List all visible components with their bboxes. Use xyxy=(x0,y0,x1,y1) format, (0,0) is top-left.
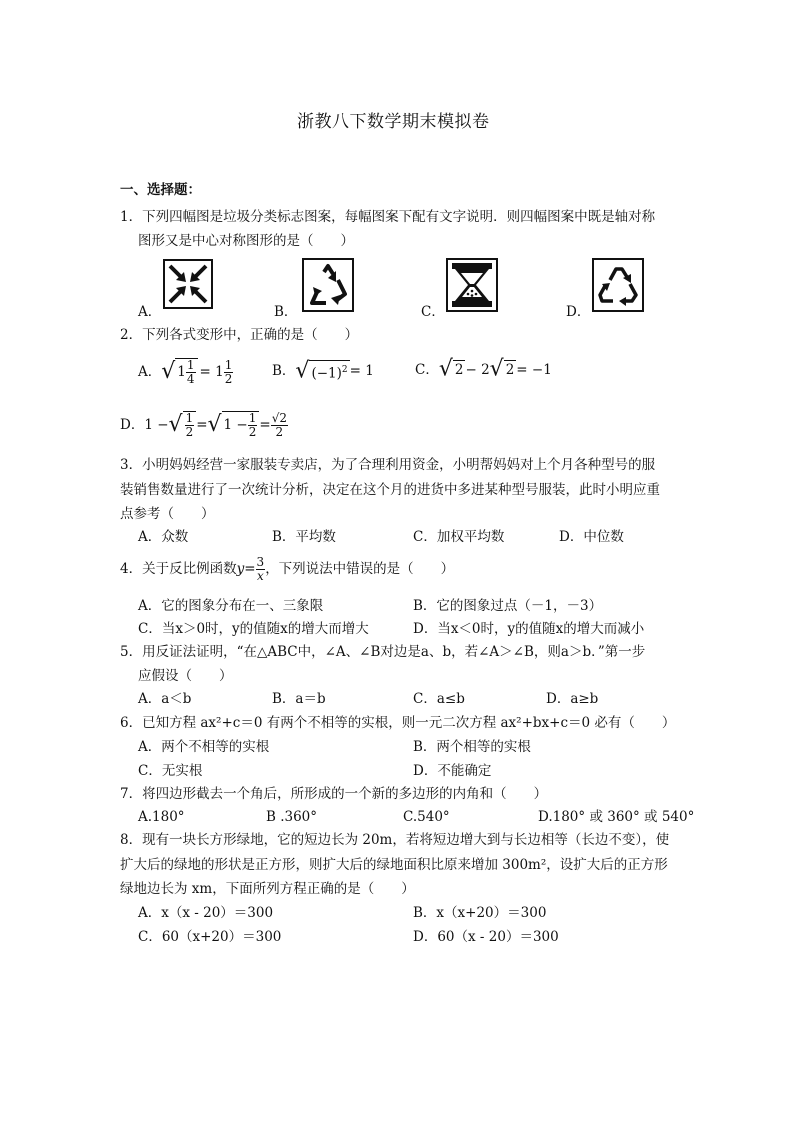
q5-option-c: C．a≤b xyxy=(413,691,465,707)
q8-option-b: B．x（x+20）＝300 xyxy=(413,905,547,921)
radicand: 2 xyxy=(454,362,464,378)
q3-option-d: D．中位数 xyxy=(559,529,624,545)
hourglass-icon xyxy=(446,258,498,312)
q3-option-b: B．平均数 xyxy=(272,529,336,545)
frac-den: 2 xyxy=(275,424,284,439)
q2-option-a xyxy=(138,352,233,392)
q6-option-a: A．两个不相等的实根 xyxy=(138,739,270,755)
q8-line3: 绿地边长为 xm，下面所列方程正确的是（ ） xyxy=(120,881,415,897)
equals-whole: = 1 xyxy=(199,364,224,380)
frac-num: 1 xyxy=(186,358,195,372)
q2-option-d-label: D． xyxy=(120,417,145,433)
q7-option-b: B .360° xyxy=(266,809,318,825)
section-heading: 一、选择题： xyxy=(120,182,201,198)
q4-option-a: A．它的图象分布在一、三象限 xyxy=(138,598,324,614)
result: = 1 xyxy=(349,363,374,380)
q3-option-c: C．加权平均数 xyxy=(413,529,505,545)
q6-option-d: D．不能确定 xyxy=(413,763,492,779)
q1-option-b-label: B． xyxy=(274,304,298,320)
q3-line2: 装销售数量进行了一次统计分析，决定在这个月的进货中多进某种型号服装，此时小明应重 xyxy=(120,482,660,498)
q4-option-d: D．当x＜0时，y的值随x的增大而减小 xyxy=(413,621,645,637)
q5-line1: 5．用反证法证明，“在△ABC中，∠A、∠B对边是a、b，若∠A＞∠B，则a＞b．”第一步 xyxy=(120,644,646,660)
q6-option-c: C．无实根 xyxy=(138,763,203,779)
q4-option-b: B．它的图象过点（－1，－3） xyxy=(413,598,603,614)
page-title: 浙教八下数学期末模拟卷 xyxy=(297,112,490,132)
q8-option-d: D．60（x - 20）＝300 xyxy=(413,929,559,945)
sqrt-symbol: √ 2 xyxy=(438,356,464,382)
q8-line2: 扩大后的绿地的形状是正方形，则扩大后的绿地面积比原来增加 300m²，设扩大后的正方形 xyxy=(120,857,668,873)
exponent: 2 xyxy=(341,365,348,375)
frac-num: 1 xyxy=(248,411,257,425)
arrows-in-icon xyxy=(163,259,213,309)
q2-stem: 2．下列各式变形中，正确的是（ ） xyxy=(120,327,359,343)
q5-option-b: B．a＝b xyxy=(272,691,326,707)
q2-option-d: D． 1 − √ $\frac{1}{2}$ = √ 1 − $\frac{1}{2}$ = $\frac{√2}{2}$ xyxy=(120,410,287,439)
q4-eq: = xyxy=(244,561,256,577)
frac-den: 2 xyxy=(248,425,257,439)
one-minus: 1 − xyxy=(223,417,248,433)
q6-option-b: B．两个相等的实根 xyxy=(413,739,531,755)
q7-option-d: D.180° 或 360° 或 540° xyxy=(538,809,695,825)
q2-option-b-label: B． xyxy=(272,363,296,380)
minus-coefficient: − 2 xyxy=(465,361,490,378)
radicand: 2 xyxy=(505,362,515,378)
q8-line1: 8．现有一块长方形绿地，它的短边长为 20m，若将短边增大到与长边相等（长边不变），使 xyxy=(120,832,670,848)
frac-num: 1 xyxy=(224,357,233,372)
q1-option-d-label: D． xyxy=(566,304,591,320)
radicand: (−1) xyxy=(311,365,342,382)
q2-option-c xyxy=(415,356,552,382)
frac-den: 2 xyxy=(185,425,194,439)
q5-line2: 应假设（ ） xyxy=(138,668,233,684)
recycle-triangle-icon xyxy=(302,258,354,312)
q5-option-d: D．a≥b xyxy=(546,691,599,707)
sqrt-symbol: √ $\frac{1}{2}$ xyxy=(169,411,197,439)
q4-stem-b: ，下列说法中错误的是（ ） xyxy=(265,561,455,577)
equals: = xyxy=(259,417,271,433)
q4-y: y xyxy=(236,561,245,577)
frac-num: 3 xyxy=(256,554,265,569)
q1-option-c-label: C． xyxy=(421,304,445,320)
frac-den: 2 xyxy=(224,371,233,386)
q7-option-c: C.540° xyxy=(403,809,450,825)
q1-option-a-label: A． xyxy=(138,304,162,320)
frac-num: 2 xyxy=(279,410,287,425)
sqrt-symbol: √ $(-1)^2$ xyxy=(295,358,348,384)
equals: = xyxy=(196,417,208,433)
sqrt-symbol: √ 1 $\frac{1}{4}$ xyxy=(161,358,197,386)
q2-option-c-label: C． xyxy=(415,361,439,378)
q4-stem xyxy=(120,551,454,587)
q8-option-c: C．60（x+20）＝300 xyxy=(138,929,282,945)
result: = −1 xyxy=(516,361,552,378)
mixed-whole: 1 xyxy=(177,364,186,380)
q3-line1: 3．小明妈妈经营一家服装专卖店，为了合理利用资金，小明帮妈妈对上个月各种型号的服 xyxy=(120,457,656,473)
q2-option-a-label: A． xyxy=(138,364,162,380)
sqrt-symbol: √ 1 − $\frac{1}{2}$ xyxy=(208,411,260,439)
q5-option-a: A．a＜b xyxy=(138,691,192,707)
q7-stem: 7．将四边形截去一个角后，所形成的一个新的多边形的内角和（ ） xyxy=(120,786,548,802)
frac-den: 4 xyxy=(186,372,195,386)
q2-option-b xyxy=(272,360,374,383)
one-minus: 1 − xyxy=(144,417,169,433)
frac-den: x xyxy=(256,568,264,583)
sqrt-symbol: √ 2 xyxy=(489,356,515,382)
q6-stem: 6．已知方程 ax²+c＝0 有两个不相等的实根，则一元二次方程 ax²+bx+c＝0 必有（ ） xyxy=(120,715,676,731)
q1-line1: 1．下列四幅图是垃圾分类标志图案，每幅图案下配有文字说明．则四幅图案中既是轴对称 xyxy=(120,209,656,225)
q7-option-a: A.180° xyxy=(138,809,185,825)
q4-option-c: C．当x＞0时，y的值随x的增大而增大 xyxy=(138,621,369,637)
q1-line2: 图形又是中心对称图形的是（ ） xyxy=(138,233,354,249)
recycle-arrows-icon xyxy=(592,258,644,312)
frac-num: 1 xyxy=(185,411,194,425)
q3-option-a: A．众数 xyxy=(138,529,189,545)
q8-option-a: A．x（x - 20）＝300 xyxy=(138,905,274,921)
q3-line3: 点参考（ ） xyxy=(120,506,215,522)
q4-stem-a: 4．关于反比例函数 xyxy=(120,561,237,577)
